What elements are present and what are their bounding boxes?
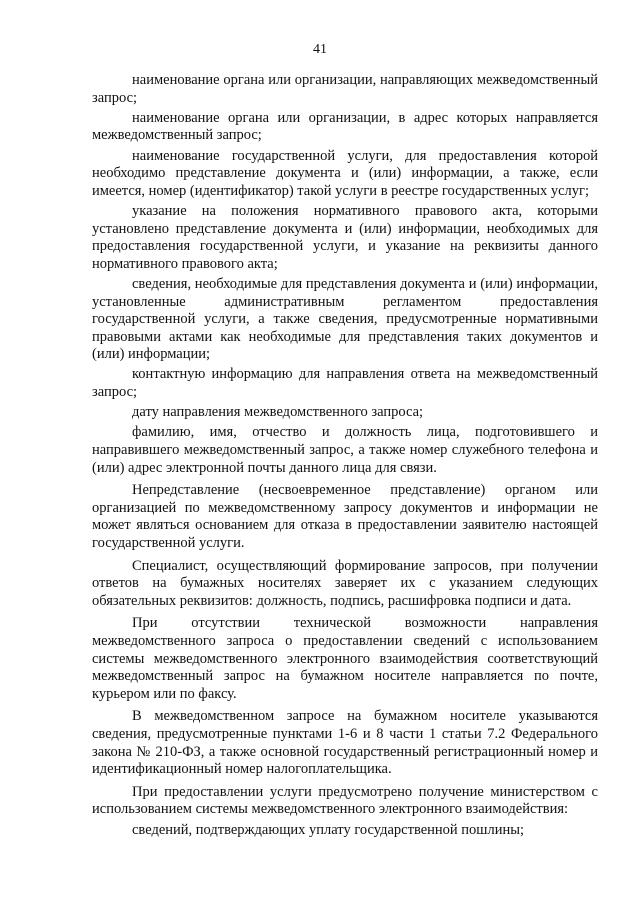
- paragraph-paper-request: При отсутствии технической возможности направления межведомственного запроса о предоставлении сведений с использованием системы межведомственного электронного взаимодействия соответствующий межведомственный запрос на бумажном носителе направляется по почте, курьером или по факсу.: [92, 615, 598, 702]
- paragraph-responsible-person: фамилию, имя, отчество и должность лица, подготовившего и направившего межведомственный запрос, а также номер служебного телефона и (или) адрес электронной почты данного лица для связи.: [92, 424, 598, 476]
- document-body: [92, 72, 598, 842]
- paragraph-interdepartmental-receipt: При предоставлении услуги предусмотрено получение министерством с использованием системы межведомственного электронного взаимодействия:: [92, 783, 598, 818]
- paragraph-required-information: сведения, необходимые для представления документа и (или) информации, установленные административным регламентом предоставления государственной услуги, а также сведения, предусмотренные нормативными правовыми актами как необходимые для представления таких документов и (или) информации;: [92, 275, 598, 363]
- paragraph-paper-request-contents: В межведомственном запросе на бумажном носителе указываются сведения, предусмотренные пунктами 1-6 и 8 части 1 статьи 7.2 Федерального закона № 210-ФЗ, а также основной государственный регистрационный номер и идентификационный номер налогоплательщика.: [92, 708, 598, 778]
- paragraph-state-fee-payment: сведений, подтверждающих уплату государственной пошлины;: [132, 821, 524, 838]
- paragraph-contact-information: контактную информацию для направления ответа на межведомственный запрос;: [92, 366, 598, 401]
- paragraph-requesting-organization: наименование органа или организации, направляющих межведомственный запрос;: [92, 72, 598, 106]
- paragraph-service-name: наименование государственной услуги, для предоставления которой необходимо представление документа и (или) информации, а также, если имеется, номер (идентификатор) такой услуги в реестре государственных услуг;: [92, 147, 598, 199]
- paragraph-specialist-certification: Специалист, осуществляющий формирование запросов, при получении ответов на бумажных носителях заверяет их с указанием следующих обязательных реквизитов: должность, подпись, расшифровка подписи и дата.: [92, 557, 598, 609]
- paragraph-request-date: дату направления межведомственного запроса;: [132, 404, 424, 421]
- paragraph-addressee-organization: наименование органа или организации, в адрес которых направляется межведомственный запрос;: [92, 109, 598, 144]
- page-number: 41: [313, 42, 327, 57]
- paragraph-non-submission: Непредставление (несвоевременное представление) органом или организацией по межведомственному запросу документов и информации не может являться основанием для отказа в предоставлении заявителю настоящей государственной услуги.: [92, 482, 598, 551]
- paragraph-legal-act-reference: указание на положения нормативного правового акта, которыми установлено представление документа и (или) информации, необходимых для предоставления государственной услуги, и указание на реквизиты данного нормативного правового акта;: [92, 202, 598, 272]
